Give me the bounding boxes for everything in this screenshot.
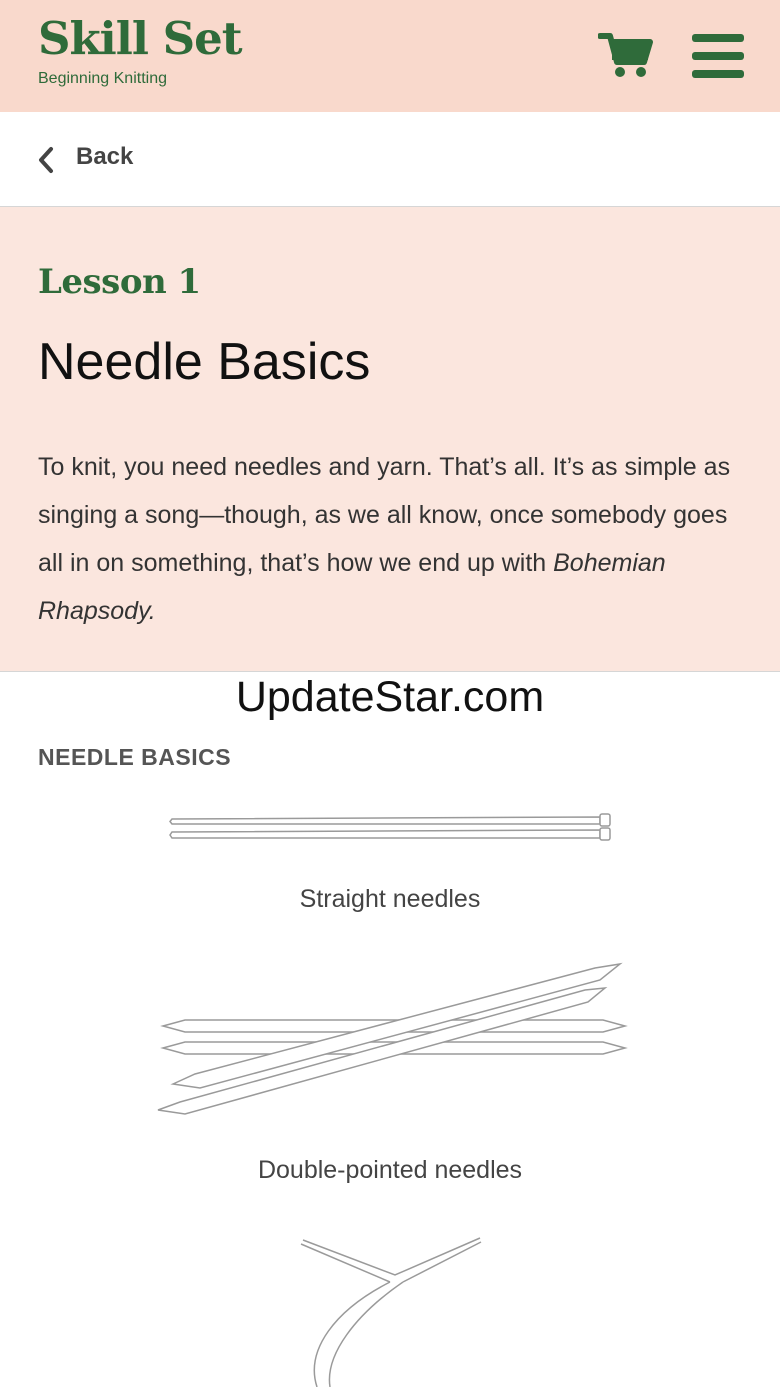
watermark-text: UpdateStar.com xyxy=(235,673,545,721)
logo-title[interactable]: Skill Set xyxy=(38,12,242,65)
top-bar xyxy=(0,0,780,112)
chevron-left-icon xyxy=(36,146,56,174)
straight-needles-illustration xyxy=(160,810,620,850)
item-caption: Straight needles xyxy=(299,885,481,913)
hamburger-menu-icon xyxy=(692,70,744,78)
menu-button[interactable] xyxy=(692,34,744,78)
back-label: Back xyxy=(76,143,134,170)
lesson-title: Needle Basics xyxy=(38,333,371,391)
cart-button[interactable] xyxy=(598,30,654,80)
lesson-intro xyxy=(0,207,780,672)
lesson-description-text: To knit, you need needles and yarn. That’s all. It’s as simple as singing a song—though, as we all know, once somebody goes all in on something, that’s how we end up with xyxy=(38,453,731,577)
item-caption: Double-pointed needles xyxy=(257,1156,523,1184)
lesson-description xyxy=(38,443,748,635)
lesson-number: Lesson 1 xyxy=(38,262,201,302)
double-pointed-needles-illustration xyxy=(155,960,630,1120)
logo-subtitle: Beginning Knitting xyxy=(38,70,167,87)
lesson-description-italic: Bohemian Rhapsody. xyxy=(38,549,666,625)
shopping-cart-icon xyxy=(598,30,654,80)
circular-needle-illustration xyxy=(295,1230,495,1387)
hamburger-menu-icon xyxy=(692,52,744,60)
section-heading: NEEDLE BASICS xyxy=(38,744,232,770)
hamburger-menu-icon xyxy=(692,34,744,42)
